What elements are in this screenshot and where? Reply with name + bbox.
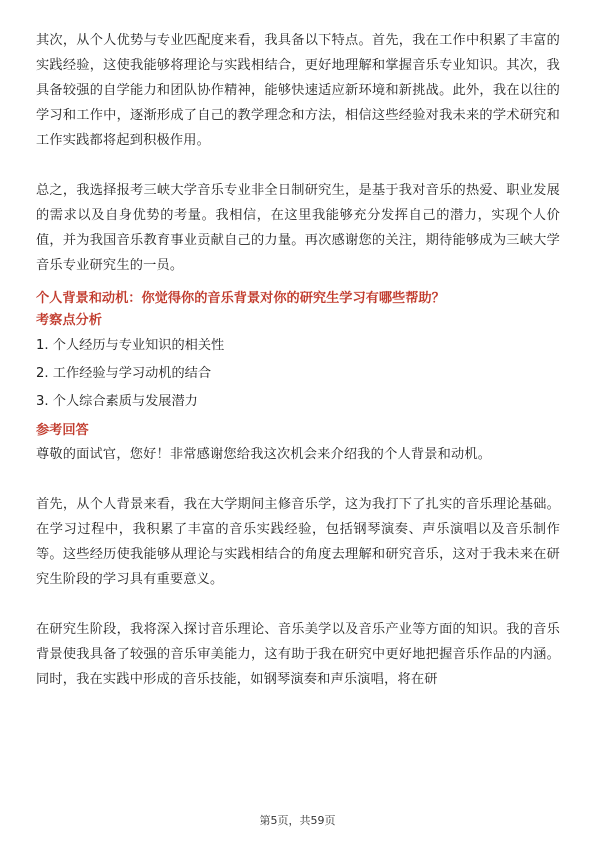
analysis-item: 3. 个人综合素质与发展潜力	[36, 394, 198, 409]
document-page	[36, 28, 560, 692]
answer-paragraph: 尊敬的面试官，您好！非常感谢您给我这次机会来介绍我的个人背景和动机。	[36, 447, 492, 462]
answer-heading: 参考回答	[36, 423, 89, 438]
question-heading: 个人背景和动机：你觉得你的音乐背景对你的研究生学习有哪些帮助？	[36, 291, 445, 306]
body-paragraph: 总之，我选择报考三峡大学音乐专业非全日制研究生，是基于我对音乐的热爱、职业发展的需求以及自身优势的考量。我相信，在这里我能够充分发挥自己的潜力，实现个人价值，并为我国音乐教育事业贡献自己的力量。再次感谢您的关注，期待能够成为三峡大学音乐专业研究生的一员。	[36, 183, 560, 273]
analysis-item: 1. 个人经历与专业知识的相关性	[36, 338, 225, 353]
body-paragraph: 其次，从个人优势与专业匹配度来看，我具备以下特点。首先，我在工作中积累了丰富的实践经验，这使我能够将理论与实践相结合，更好地理解和掌握音乐专业知识。其次，我具备较强的自学能力和团队协作精神，能够快速适应新环境和新挑战。此外，我在以往的学习和工作中，逐渐形成了自己的教学理念和方法，相信这些经验对我未来的学术研究和工作实践都将起到积极作用。	[36, 33, 560, 148]
analysis-item: 2. 工作经验与学习动机的结合	[36, 366, 212, 381]
page-number: 第5页，共59页	[259, 814, 336, 827]
answer-paragraph: 首先，从个人背景来看，我在大学期间主修音乐学，这为我打下了扎实的音乐理论基础。在学习过程中，我积累了丰富的音乐实践经验，包括钢琴演奏、声乐演唱以及音乐制作等。这些经历使我能够从理论与实践相结合的角度去理解和研究音乐，这对于我未来在研究生阶段的学习具有重要意义。	[36, 497, 560, 587]
analysis-heading: 考察点分析	[36, 313, 102, 328]
answer-paragraph: 在研究生阶段，我将深入探讨音乐理论、音乐美学以及音乐产业等方面的知识。我的音乐背景使我具备了较强的音乐审美能力，这有助于我在研究中更好地把握音乐作品的内涵。同时，我在实践中形成的音乐技能，如钢琴演奏和声乐演唱，将在研	[36, 622, 560, 687]
